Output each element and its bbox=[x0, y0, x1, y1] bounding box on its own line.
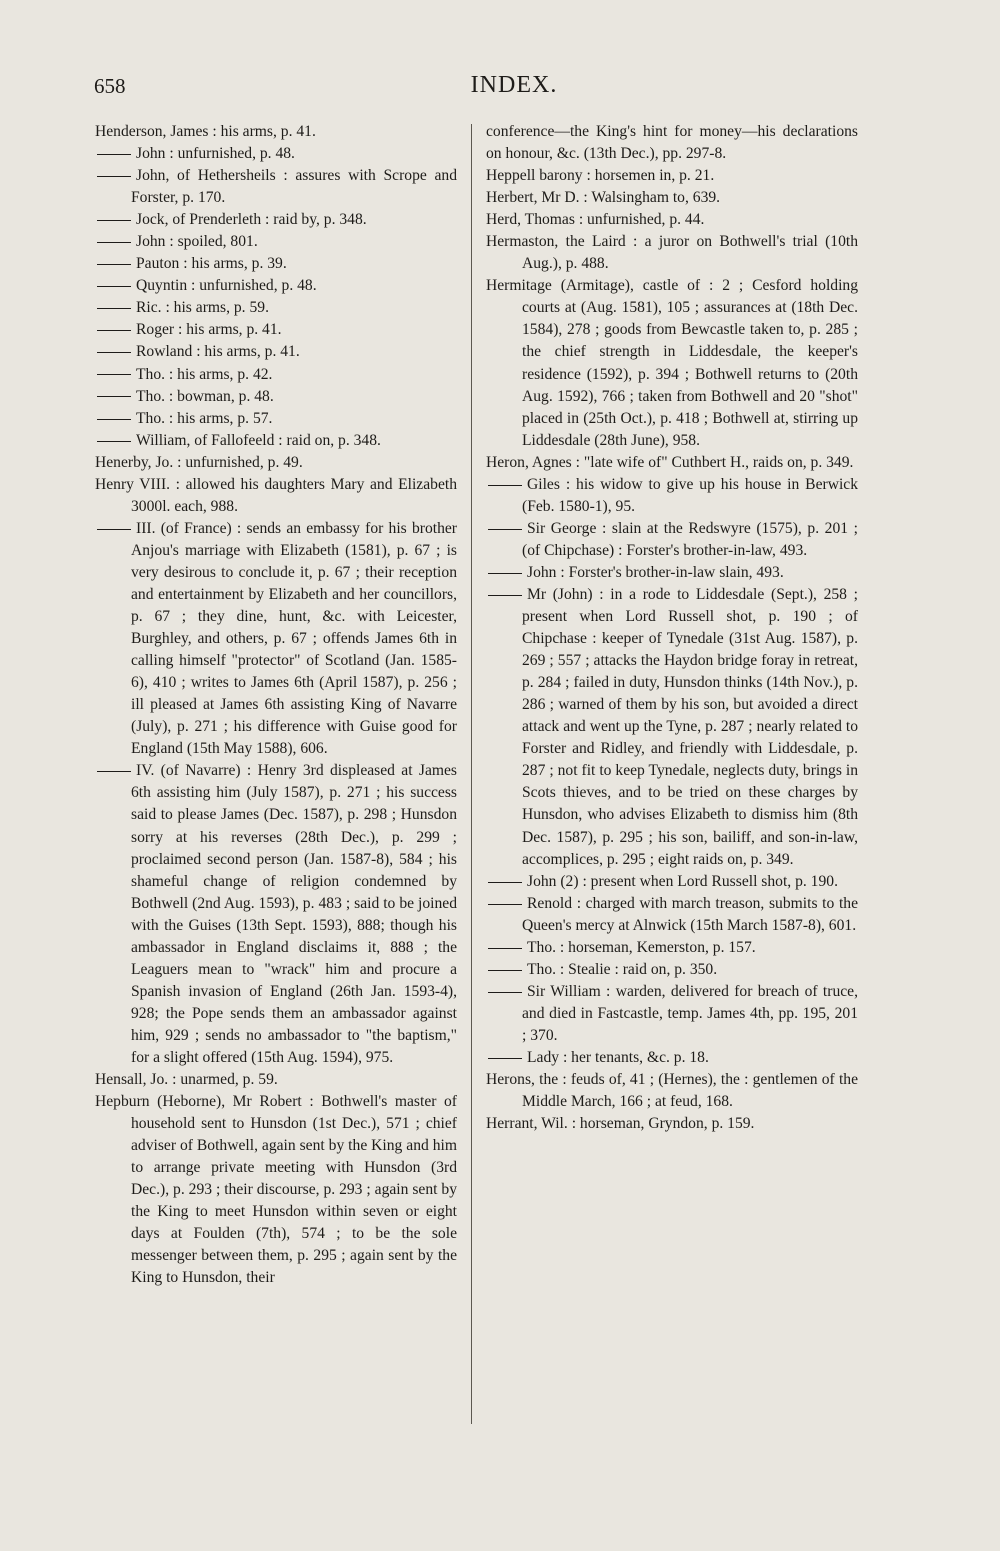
index-entry-text: Sir William : warden, delivered for breach of truce, and died in Fastcastle, temp. James 4th, pp. 195, 201 ; 370. bbox=[522, 982, 858, 1044]
ditto-dash bbox=[97, 176, 131, 177]
index-entry bbox=[486, 1069, 858, 1113]
ditto-dash bbox=[97, 242, 131, 243]
index-entry bbox=[486, 165, 858, 187]
index-entry-text: Herrant, Wil. : horseman, Gryndon, p. 159. bbox=[486, 1115, 755, 1133]
index-entry bbox=[95, 364, 457, 386]
index-entry bbox=[486, 452, 858, 474]
index-entry bbox=[486, 959, 858, 981]
index-entry-text: Renold : charged with march treason, submits to the Queen's mercy at Alnwick (15th March 1587-8), 601. bbox=[522, 894, 858, 934]
index-entry-text: Ric. : his arms, p. 59. bbox=[136, 299, 269, 317]
index-entry-text: Hepburn (Heborne), Mr Robert : Bothwell's master of household sent to Hunsdon (1st Dec.), 571 ; chief adviser of Bothwell, again sent by the King and him to arrange private meeting with Hunsdon (3rd Dec.), p. 293 ; their discourse, p. 293 ; again sent by the King to meet Hunsdon within seven or eight days at Foulden (7th), 574 ; to be the sole messenger between them, p. 295 ; again sent by the King to Hunsdon, their bbox=[95, 1093, 457, 1287]
index-entry-text: John, of Hethersheils : assures with Scrope and Forster, p. 170. bbox=[131, 167, 457, 207]
index-entry bbox=[95, 518, 457, 761]
index-entry-text: Heron, Agnes : "late wife of" Cuthbert H., raids on, p. 349. bbox=[486, 453, 854, 471]
ditto-dash bbox=[97, 441, 131, 442]
index-entry bbox=[95, 253, 457, 275]
ditto-dash bbox=[488, 1058, 522, 1059]
ditto-dash bbox=[488, 595, 522, 596]
ditto-dash bbox=[97, 396, 131, 397]
index-entry bbox=[95, 231, 457, 253]
page-header bbox=[94, 74, 904, 108]
index-entry bbox=[486, 1047, 858, 1069]
ditto-dash bbox=[97, 374, 131, 375]
ditto-dash bbox=[97, 154, 131, 155]
index-entry-text: Herd, Thomas : unfurnished, p. 44. bbox=[486, 211, 705, 229]
index-entry bbox=[95, 143, 457, 165]
index-entry-text: Henderson, James : his arms, p. 41. bbox=[95, 123, 316, 140]
index-entry bbox=[486, 231, 858, 275]
index-entry bbox=[95, 165, 457, 209]
index-entry bbox=[95, 1069, 457, 1091]
right-column bbox=[486, 121, 858, 1135]
index-entry bbox=[486, 121, 858, 165]
index-entry-text: Rowland : his arms, p. 41. bbox=[136, 343, 300, 361]
page-title: INDEX. bbox=[470, 72, 558, 98]
index-entry bbox=[95, 297, 457, 319]
ditto-dash bbox=[97, 264, 131, 265]
ditto-dash bbox=[488, 573, 522, 574]
ditto-dash bbox=[488, 948, 522, 949]
index-entry bbox=[486, 275, 858, 451]
index-entry bbox=[486, 981, 858, 1047]
index-entry-text: Tho. : his arms, p. 57. bbox=[136, 409, 273, 427]
index-entry-text: William, of Fallofeeld : raid on, p. 348. bbox=[136, 431, 381, 449]
index-entry bbox=[95, 209, 457, 231]
left-column bbox=[95, 121, 457, 1289]
index-entry-text: Tho. : his arms, p. 42. bbox=[136, 365, 273, 383]
index-entry-text: John : unfurnished, p. 48. bbox=[136, 145, 295, 163]
ditto-dash bbox=[488, 970, 522, 971]
index-entry-text: conference—the King's hint for money—his declarations on honour, &c. (13th Dec.), pp. 297-8. bbox=[486, 123, 858, 163]
index-entry bbox=[486, 937, 858, 959]
ditto-dash bbox=[97, 419, 131, 420]
page-number: 658 bbox=[94, 74, 126, 98]
index-entry-text: III. (of France) : sends an embassy for his brother Anjou's marriage with Elizabeth (1581), p. 67 ; is very desirous to conclude it, p. 67 ; their reception and entertainment by Elizabeth and her councillors, p. 67 ; they dine, hunt, &c. with Leicester, Burghley, and others, p. 67 ; offends James 6th in calling himself "protector" of Scotland (Jan. 1585-6), 410 ; writes to James 6th (April 1587), p. 256 ; ill pleased at James 6th assisting King of Navarre (July), p. 271 ; his difference with Guise good for England (15th May 1588), 606. bbox=[131, 519, 457, 758]
index-entry-text: Lady : her tenants, &c. p. 18. bbox=[527, 1048, 709, 1066]
index-entry-text: Quyntin : unfurnished, p. 48. bbox=[136, 277, 317, 295]
index-entry bbox=[95, 341, 457, 363]
index-entry-text: Heppell barony : horsemen in, p. 21. bbox=[486, 167, 715, 185]
index-entry bbox=[95, 1091, 457, 1289]
index-entry-text: IV. (of Navarre) : Henry 3rd displeased at James 6th assisting him (July 1587), p. 271 ; his success said to please James (Dec. 1587), p. 298 ; Hunsdon sorry at his reverses (28th Dec.), p. 299 ; proclaimed second person (Jan. 1587-8), 584 ; his shameful change of religion condemned by Bothwell (2nd Aug. 1593), p. 483 ; said to be joined with the Guises (13th Sept. 1593), 888; though his ambassador in England disclaims it, 888 ; the Leaguers mean to "wrack" him and procure a Spanish invasion of England (26th Jan. 1593-4), 928; the Pope sends them an ambassador against him, 929 ; sends no ambassador to "the baptism," for a slight offered (15th Aug. 1594), 975. bbox=[131, 762, 457, 1066]
index-entry bbox=[486, 893, 858, 937]
index-entry-text: Pauton : his arms, p. 39. bbox=[136, 255, 287, 273]
index-entry-text: Hermitage (Armitage), castle of : 2 ; Cesford holding courts at (Aug. 1581), 105 ; assurances at (18th Dec. 1584), 278 ; goods from Bewcastle taken to, p. 285 ; the chief strength in Liddesdale, the keeper's residence (1592), p. 394 ; Bothwell returns to (20th Aug. 1592), 766 ; taken from Bothwell and 20 "shot" placed in (25th Oct.), p. 418 ; Bothwell at, stirring up Liddesdale (28th June), 958. bbox=[486, 277, 858, 449]
ditto-dash bbox=[97, 220, 131, 221]
ditto-dash bbox=[488, 904, 522, 905]
index-entry bbox=[95, 760, 457, 1069]
ditto-dash bbox=[97, 529, 131, 530]
index-entry bbox=[95, 408, 457, 430]
index-entry-text: Jock, of Prenderleth : raid by, p. 348. bbox=[136, 211, 367, 229]
column-divider bbox=[471, 124, 472, 1424]
index-entry-text: Tho. : horseman, Kemerston, p. 157. bbox=[527, 938, 756, 956]
index-entry-text: John (2) : present when Lord Russell shot, p. 190. bbox=[527, 872, 838, 890]
ditto-dash bbox=[97, 308, 131, 309]
index-entry bbox=[95, 430, 457, 452]
ditto-dash bbox=[97, 286, 131, 287]
ditto-dash bbox=[488, 485, 522, 486]
index-entry-text: Mr (John) : in a rode to Liddesdale (Sept.), 258 ; present when Lord Russell shot, p. 190 ; of Chipchase : keeper of Tynedale (31st Aug. 1587), p. 269 ; 557 ; attacks the Haydon bridge foray in retreat, p. 284 ; failed in duty, Hunsdon thinks (14th Nov.), p. 286 ; warned of them by his son, but avoided a direct attack and went up the Tyne, p. 287 ; nearly related to Forster and Ridley, and friendly with Liddesdale, p. 287 ; not fit to keep Tynedale, neglects duty, brings in Scots thieves, and to be tried on these charges by Hunsdon, who advises Elizabeth to dismiss him (8th Dec. 1587), p. 295 ; his son, bailiff, and son-in-law, accomplices, p. 295 ; eight raids on, p. 349. bbox=[522, 585, 858, 868]
index-entry-text: Roger : his arms, p. 41. bbox=[136, 321, 282, 339]
index-entry-text: Henry VIII. : allowed his daughters Mary and Elizabeth 3000l. each, 988. bbox=[95, 475, 457, 515]
index-entry bbox=[486, 474, 858, 518]
index-entry bbox=[95, 275, 457, 297]
index-entry-text: John : spoiled, 801. bbox=[136, 233, 258, 251]
index-entry bbox=[486, 1113, 858, 1135]
ditto-dash bbox=[488, 992, 522, 993]
index-entry-text: Hensall, Jo. : unarmed, p. 59. bbox=[95, 1071, 278, 1089]
index-entry-text: Tho. : Stealie : raid on, p. 350. bbox=[527, 960, 718, 978]
index-entry bbox=[486, 562, 858, 584]
ditto-dash bbox=[488, 882, 522, 883]
index-entry bbox=[95, 474, 457, 518]
ditto-dash bbox=[97, 330, 131, 331]
index-entry bbox=[486, 584, 858, 871]
index-entry bbox=[95, 319, 457, 341]
index-entry bbox=[95, 452, 457, 474]
index-entry-text: Giles : his widow to give up his house in Berwick (Feb. 1580-1), 95. bbox=[522, 475, 858, 515]
index-entry-text: Hermaston, the Laird : a juror on Bothwell's trial (10th Aug.), p. 488. bbox=[486, 233, 858, 273]
index-entry bbox=[486, 209, 858, 231]
index-entry-text: Herons, the : feuds of, 41 ; (Hernes), the : gentlemen of the Middle March, 166 ; at feud, 168. bbox=[486, 1071, 858, 1111]
ditto-dash bbox=[97, 352, 131, 353]
index-entry bbox=[486, 518, 858, 562]
index-entry bbox=[486, 187, 858, 209]
ditto-dash bbox=[97, 771, 131, 772]
index-entry-text: Tho. : bowman, p. 48. bbox=[136, 387, 274, 405]
ditto-dash bbox=[488, 529, 522, 530]
index-entry bbox=[95, 121, 457, 143]
index-entry-text: Sir George : slain at the Redswyre (1575), p. 201 ; (of Chipchase) : Forster's brother-in-law, 493. bbox=[522, 519, 858, 559]
index-entry-text: Henerby, Jo. : unfurnished, p. 49. bbox=[95, 453, 303, 471]
index-entry bbox=[486, 871, 858, 893]
index-entry-text: John : Forster's brother-in-law slain, 493. bbox=[527, 563, 784, 581]
index-entry bbox=[95, 386, 457, 408]
index-entry-text: Herbert, Mr D. : Walsingham to, 639. bbox=[486, 189, 721, 207]
